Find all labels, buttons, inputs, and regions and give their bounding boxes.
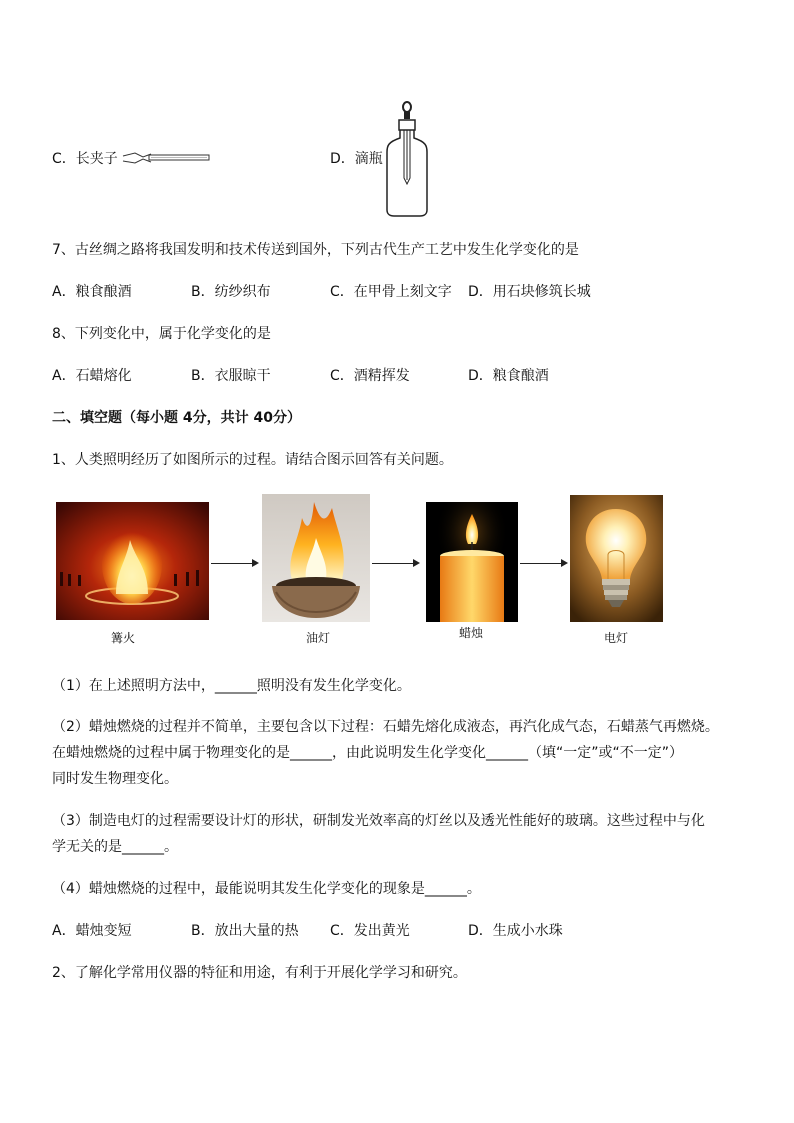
long-clamp-icon (121, 150, 213, 166)
fill1-option-d: D．生成小水珠 (468, 923, 563, 939)
fill1-part2-line1: （2）蜡烛燃烧的过程并不简单，主要包含以下过程：石蜡先熔化成液态，再汽化成气态，石蜡蒸气再燃烧。 (52, 719, 719, 735)
fill1-option-a: A．蜡烛变短 (52, 923, 132, 939)
q6-option-c: C．长夹子 (52, 151, 118, 167)
q6-option-d: D．滴瓶 (330, 151, 383, 167)
q8-option-d: D．粮食酿酒 (468, 368, 549, 384)
caption-bonfire: 篝火 (110, 631, 135, 645)
q8-option-c: C．酒精挥发 (330, 368, 410, 384)
q8-option-b: B．衣服晾干 (191, 368, 271, 384)
q8-stem: 8、下列变化中，属于化学变化的是 (52, 326, 271, 342)
fill2-stem: 2、了解化学常用仪器的特征和用途，有利于开展化学学习和研究。 (52, 965, 467, 981)
arrow-3 (520, 563, 566, 564)
fill1-part4: （4）蜡烛燃烧的过程中，最能说明其发生化学变化的现象是______。 (52, 881, 481, 897)
oil-lamp-photo (262, 494, 370, 622)
fill1-part3-line2: 学无关的是______。 (52, 839, 178, 855)
caption-oil-lamp: 油灯 (305, 631, 330, 645)
fill1-part3-line1: （3）制造电灯的过程需要设计灯的形状，研制发光效率高的灯丝以及透光性能好的玻璃。这些过程中与化 (52, 813, 705, 829)
q7-stem: 7、古丝绸之路将我国发明和技术传送到国外，下列古代生产工艺中发生化学变化的是 (52, 242, 579, 258)
q7-option-b: B．纺纱织布 (191, 284, 271, 300)
q7-option-a: A．粮食酿酒 (52, 284, 132, 300)
fill1-stem: 1、人类照明经历了如图所示的过程。请结合图示回答有关问题。 (52, 452, 453, 468)
fill1-option-c: C．发出黄光 (330, 923, 410, 939)
dropper-bottle-icon (384, 100, 430, 220)
caption-electric-lamp: 电灯 (603, 631, 628, 645)
q7-option-c: C．在甲骨上刻文字 (330, 284, 452, 300)
candle-photo (426, 502, 518, 622)
arrow-2 (372, 563, 418, 564)
fill1-part2-line3: 同时发生物理变化。 (52, 771, 178, 787)
electric-bulb-photo (570, 495, 663, 622)
caption-candle: 蜡烛 (458, 626, 483, 640)
section-heading: 二、填空题（每小题 4分，共计 40分） (52, 410, 301, 426)
q7-option-d: D．用石块修筑长城 (468, 284, 591, 300)
arrow-1 (211, 563, 257, 564)
bonfire-photo (56, 502, 209, 620)
fill1-option-b: B．放出大量的热 (191, 923, 299, 939)
fill1-part1: （1）在上述照明方法中，______照明没有发生化学变化。 (52, 678, 411, 694)
fill1-part2-line2: 在蜡烛燃烧的过程中属于物理变化的是______，由此说明发生化学变化______（填“一定”或“不一定”） (52, 745, 684, 761)
q8-option-a: A．石蜡熔化 (52, 368, 132, 384)
